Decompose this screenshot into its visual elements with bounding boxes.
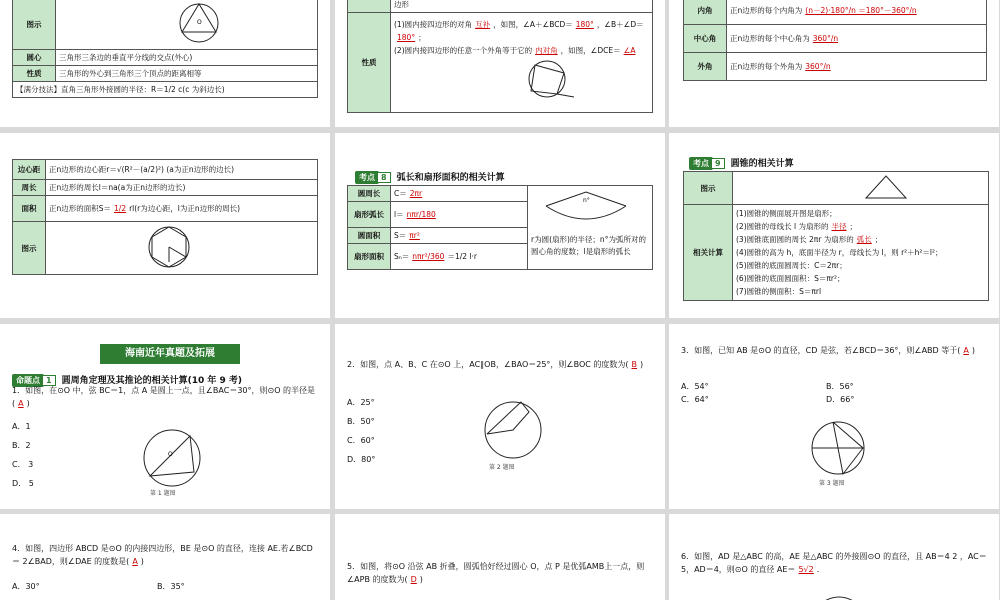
question-answer: A <box>963 346 969 355</box>
cone-answer: 弧长 <box>856 235 872 244</box>
option: C． 3 <box>12 460 34 469</box>
section-banner: 海南近年真题及拓展 <box>100 344 240 364</box>
figure-caption: 第 3 题图 <box>819 480 845 487</box>
fig-label: 图示 <box>684 172 733 205</box>
slide-question-2 <box>335 324 665 509</box>
slide-question-4 <box>0 514 330 600</box>
question-text: 6．如图，AD 是△ABC 的高，AE 是△ABC 的外接圆⊙O 的直径，且 AB＝4 2 ，AC＝5，AD＝4，则⊙O 的直径 AE＝ <box>681 552 987 574</box>
slide-arc-sector <box>335 133 665 318</box>
figure-caption: 第 1 题图 <box>150 490 176 497</box>
tip-cell: 【满分技法】直角三角形外接圆的半径：R＝1/2 c(c 为斜边长) <box>13 82 318 98</box>
option: C．60° <box>347 436 375 445</box>
slide-regular-polygon-measures <box>0 133 330 318</box>
topic-title: 弧长和扇形面积的相关计算 <box>396 173 505 183</box>
svg-text:O: O <box>168 451 173 458</box>
topic-title: 圆锥的相关计算 <box>730 159 794 169</box>
row-k: 边心距 <box>13 160 46 180</box>
question-end: ) <box>971 346 975 355</box>
option: B．50° <box>347 417 375 426</box>
q1-figure <box>132 424 212 488</box>
topic-number: 1 <box>42 375 56 386</box>
cone-figure <box>856 174 916 200</box>
row-answer: nπr/180 <box>406 210 436 219</box>
option: B．56° <box>826 382 854 391</box>
q6-figure-top <box>819 592 859 600</box>
option: D． 5 <box>12 479 34 488</box>
topic-number: 8 <box>377 172 391 183</box>
cone-line: (6)圆锥的底面圆面积：S＝πr²； <box>736 274 845 283</box>
p2-answer-2: ∠A <box>623 46 636 55</box>
top-text: 边形 <box>391 0 653 13</box>
row-answer: 1/2 <box>114 204 127 213</box>
p1-answer-3: 180° <box>397 33 416 42</box>
question-text: 3．如图，已知 AB 是⊙O 的直径，CD 是弦，若∠BCD＝36°，则∠ABD 等于( <box>681 346 961 355</box>
row-answer: 2πr <box>409 189 423 198</box>
fig-cell <box>56 0 318 50</box>
svg-text:n°: n° <box>583 197 590 204</box>
row-v: 正n边形的面积S＝ <box>49 204 112 213</box>
question-end: . <box>816 565 820 574</box>
quad-table: 边形 性质 (1)圆内接四边形的对角 互补 ，如图，∠A＋∠BCD＝ 180° ，∠B＋∠D＝180° ； (2)圆内接四边形的任意一个外角等于它的 内对角 ，如图，∠DCE＝ ∠A <box>347 0 653 113</box>
row-v: S＝ <box>394 231 407 240</box>
q2-figure <box>473 398 553 462</box>
option: B．2 <box>12 441 31 450</box>
p1-text-c: ，∠B＋∠D＝ <box>596 20 644 29</box>
q3-figure <box>803 418 873 478</box>
topic-tag: 考点 <box>689 157 713 170</box>
row-v: 正n边形的周长l＝na(a为正n边形的边长) <box>46 180 318 196</box>
p2-answer: 内对角 <box>535 46 558 55</box>
prop-label: 性质 <box>348 13 391 113</box>
p2-text: (2)圆内接四边形的任意一个外角等于它的 <box>394 46 533 55</box>
option: B．35° <box>157 582 185 591</box>
cone-table <box>683 171 989 301</box>
row-answer: 360°/n <box>812 34 839 43</box>
measures-table <box>12 159 318 275</box>
slide-question-6 <box>669 514 999 600</box>
p2-text-b: ，如图，∠DCE＝ <box>560 46 621 55</box>
row-v: C＝ <box>394 189 407 198</box>
question-end: ) <box>640 360 644 369</box>
question-end: ) <box>26 399 30 408</box>
option: A．1 <box>12 422 31 431</box>
question-end: ) <box>140 557 144 566</box>
cone-answer: 半径 <box>831 222 847 231</box>
p1-answer: 互补 <box>475 20 491 29</box>
option: D．80° <box>347 455 376 464</box>
question-text: 5．如图，将⊙O 沿弦 AB 折叠，圆弧恰好经过圆心 O，点 P 是优弧AMB上一点，则∠APB 的度数为( <box>347 562 645 584</box>
p1-text-b: ，如图，∠A＋∠BCD＝ <box>493 20 573 29</box>
slide-question-1 <box>0 324 330 509</box>
circumcircle-table <box>12 0 318 98</box>
slide-cone <box>669 133 999 318</box>
row-k: 性质 <box>13 66 56 82</box>
p1-text: (1)圆内接四边形的对角 <box>394 20 473 29</box>
row-answer: (n－2)·180°/n ＝180°－360°/n <box>805 6 917 15</box>
row-v: 三角形的外心到三角形三个顶点的距离相等 <box>56 66 318 82</box>
slide-regular-polygon-angles <box>669 0 999 127</box>
figure-caption: 第 2 题图 <box>489 464 515 471</box>
option: D．66° <box>826 395 855 404</box>
row-v2: rl(r为边心距，l为正n边形的周长) <box>129 204 241 213</box>
slide-circumcircle <box>0 0 330 127</box>
question-end: ) <box>419 575 423 584</box>
option: A．25° <box>347 398 375 407</box>
row-v: 正n边形的边心距r＝√(R²－(a/2)²) (a为正n边形的边长) <box>46 160 318 180</box>
svg-text:O: O <box>197 19 202 26</box>
question-answer: D <box>410 575 417 584</box>
sector-figure <box>531 188 641 232</box>
option: C．64° <box>681 395 709 404</box>
option: A．30° <box>12 582 40 591</box>
cone-line-end: ； <box>849 222 857 231</box>
cone-line: (7)圆锥的侧面积：S＝πrl <box>736 287 822 296</box>
row-k: 扇形面积 <box>348 244 391 270</box>
row-v2: ＝1/2 l·r <box>447 252 477 261</box>
topic-number: 9 <box>711 158 725 169</box>
row-k: 扇形弧长 <box>348 202 391 228</box>
angles-table <box>683 0 987 81</box>
row-v: 三角形三条边的垂直平分线的交点(外心) <box>56 50 318 66</box>
cone-line-end: ； <box>874 235 883 244</box>
cone-line: (3)圆锥底面圆的周长 2πr 为扇形的 <box>736 235 854 244</box>
circumcircle-figure <box>169 1 229 45</box>
row-v: 正n边形的每个中心角为 <box>730 34 810 43</box>
arc-table <box>347 185 653 270</box>
cone-line: (1)圆锥的侧面展开图是扇形； <box>736 209 837 218</box>
cone-line: (4)圆锥的高为 h，底面半径为 r，母线长为 l，则 r²＋h²＝l²； <box>736 248 943 257</box>
sector-note: r为圆(扇形)的半径；n°为弧所对的圆心角的度数；l是扇形的弧长 <box>531 235 646 256</box>
question-text: 4．如图，四边形 ABCD 是⊙O 的内接四边形，BE 是⊙O 的直径，连接 AE.若∠BCD＝ 2∠BAD，则∠DAE 的度数是( <box>12 544 313 566</box>
option: A．54° <box>681 382 709 391</box>
row-k: 图示 <box>13 222 46 275</box>
row-v: 正n边形的每个外角为 <box>730 62 803 71</box>
quad-figure <box>519 57 579 103</box>
topic-tag: 考点 <box>355 171 379 184</box>
fig-label: 图示 <box>13 0 56 50</box>
row-k: 外角 <box>684 53 727 81</box>
question-answer: B <box>631 360 638 369</box>
row-v: Sₙ＝ <box>394 252 410 261</box>
row-k: 周长 <box>13 180 46 196</box>
slide-inscribed-quadrilateral <box>335 0 665 127</box>
row-v: 正n边形的每个内角为 <box>730 6 803 15</box>
question-answer: A <box>132 557 138 566</box>
row-v: l＝ <box>394 210 404 219</box>
slide-question-3 <box>669 324 999 509</box>
cone-line: (2)圆锥的母线长 l 为扇形的 <box>736 222 829 231</box>
question-answer: A <box>18 399 24 408</box>
row-k: 圆周长 <box>348 186 391 202</box>
calc-label: 相关计算 <box>684 205 733 301</box>
topic-tag: 命题点 <box>12 374 44 387</box>
polygon-figure <box>139 224 209 270</box>
slide-question-5 <box>335 514 665 600</box>
row-k: 圆心 <box>13 50 56 66</box>
row-k: 中心角 <box>684 25 727 53</box>
question-text: 2．如图，点 A、B、C 在⊙O 上，AC∥OB，∠BAO＝25°，则∠BOC 的度数为( <box>347 360 629 369</box>
row-k: 面积 <box>13 196 46 222</box>
row-answer: πr² <box>409 231 420 240</box>
cone-line: (5)圆锥的底面圆周长：C＝2πr； <box>736 261 847 270</box>
question-answer: 5√2 <box>798 565 814 574</box>
topic-title: 圆周角定理及其推论的相关计算(10 年 9 考) <box>61 376 242 386</box>
p1-answer-2: 180° <box>575 20 594 29</box>
question-text: 1．如图，在⊙O 中，弦 BC＝1，点 A 是圆上一点，且∠BAC＝30°，则⊙O 的半径是( <box>12 386 316 408</box>
row-k: 圆面积 <box>348 228 391 244</box>
row-k: 内角 <box>684 0 727 25</box>
row-answer: 360°/n <box>805 62 831 71</box>
row-answer: nπr²/360 <box>412 252 445 261</box>
